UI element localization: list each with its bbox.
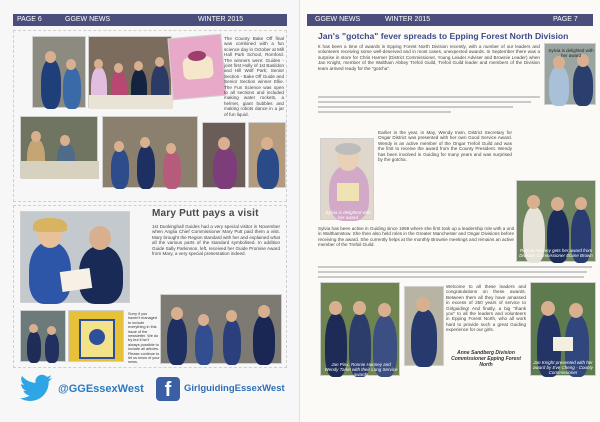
left-page-header [13, 14, 287, 26]
guide-winner-photo [248, 122, 286, 188]
facebook-link[interactable] [156, 372, 288, 405]
right-page [300, 0, 600, 422]
mary-putt-body: 1st Dunkinghall Guides had a very special visitor in November when Anglia Chief Commissioner Mary Putt paid them a visit. Mary brought the Region standard with her and explained what all the various parts of the standard symbolised. In addition Guide Sally Parkinson, left, received her Guide Promise Award from Mary, a very special presentation indeed. [152, 224, 280, 257]
intro-text-continued [318, 96, 540, 116]
jan-award-caption: Jan Knight presented with her award by Eve Cheng - County Commissioner [532, 360, 594, 376]
science-table-photo [20, 116, 98, 178]
newsletter-note: Sorry if you haven't managed to include everything in this issue of the newsletter. We do try but it isn't always possible to include all articles. Please continue to let us know of your news. [128, 312, 160, 365]
twitter-bird-icon [18, 374, 54, 404]
standard-flag-photo [68, 310, 124, 362]
chris-harmer-photo [544, 43, 596, 105]
girls-science-photo [102, 116, 198, 188]
ronnie-caption: Ronnie Hanney gets her award from Division Commissioner Elaine Brown [519, 248, 593, 259]
left-page-number: PAGE 6 [17, 16, 42, 23]
right-page-title: Jan's "gotcha" fever spreads to Epping Forest North Division [318, 31, 569, 41]
chris-harmer-caption: Sylvia is delighted with her award [548, 48, 594, 59]
twitter-handle: @GGEssexWest [58, 382, 144, 395]
twitter-link[interactable] [18, 372, 148, 405]
right-page-number: PAGE 7 [553, 16, 578, 23]
robot-jar-photo [202, 122, 246, 188]
mary-putt-photo [20, 211, 130, 303]
body-text-1: Earlier in the year, in May, Wendy Irwin, District Secretary for Ongar District was presented with her own Good Service Award. Wendy is an active member of the Ongar Trefoil Guild and was the first to receive the award from the County President. Wendy has been involved in Guiding for many years and was surprised by the gotcha. [378, 130, 512, 163]
anne-caption: Anne Sandberg Division Commissioner Epping Forest North [451, 350, 521, 368]
facebook-icon: f [156, 377, 180, 401]
right-page-season: WINTER 2015 [385, 16, 431, 23]
left-page-publication: GGEW NEWS [65, 16, 111, 23]
cake-photo [167, 34, 226, 100]
mary-putt-title: Mary Putt pays a visit [152, 208, 259, 219]
sylvia-caption: Sylvia is delighted with her award [325, 210, 371, 221]
brownies-photo [20, 310, 66, 362]
guide-promise-photo [160, 294, 282, 364]
award-photo [404, 286, 444, 366]
bake-off-group-photo [88, 36, 172, 108]
intro-text: It has been a time of awards in Epping Forest North Division recently, with a number of our leaders and volunteers receiving some well-deserved and in most cases, unexpected awards. In September there was a surprise in store for Chris Harmer (District Commissioner, Young Leader Adviser and Brownie Leader) when Jan Knight, member of the Waltham Abbey Trefoil Guild, Trefoil Guild leader and members of the Division team arrived ready for the "gotcha". [318, 44, 540, 71]
sylvia-photo [320, 138, 374, 220]
body-text-2-continued [318, 266, 592, 281]
jan-group-caption: Jan Pinx, Ronnie Hanney and Wendy Tarlet with their Long Service awards [324, 362, 398, 378]
left-page-season: WINTER 2015 [198, 16, 244, 23]
right-page-publication: GGEW NEWS [315, 16, 361, 23]
body-text-3: Welcome to all these leaders and congratulations on these awards. Between them all they have amassed in excess of 250 years of service to Girlguiding! And finally, a big "thank you" to all the leaders and volunteers in Epping Forest North, who all work hard to provide such a great Guiding experience for our girls. [446, 284, 526, 333]
body-text-2: Sylvia has been active in Guiding since 1959 where she first took up a leadership role with a unit in Walthamstow. She then also held roles in the Greater Manchester and Ongar Divisions before receiving the award. She currently helps at the monthly Brownie meetings and remains an active member of the Trefoil Guild. [318, 226, 514, 248]
science-day-photo [32, 36, 86, 108]
facebook-page-name: GirlguidingEssexWest [184, 383, 285, 394]
bake-off-text: The County Bake Off final was combined with a fun science day in October at Mill Hall Park School, Romford. The winners were: Guides - joint first Holly of 1st Basildon and Hill Wolf Park; Senior Section - Bake Off Guide and Senior Section winner Ellie. The Fun Science was open to all sections and included making water rockets, a helmet, giant bubbles and making robots dance in a jar of fun liquid. [224, 36, 284, 117]
right-page-header [307, 14, 593, 26]
